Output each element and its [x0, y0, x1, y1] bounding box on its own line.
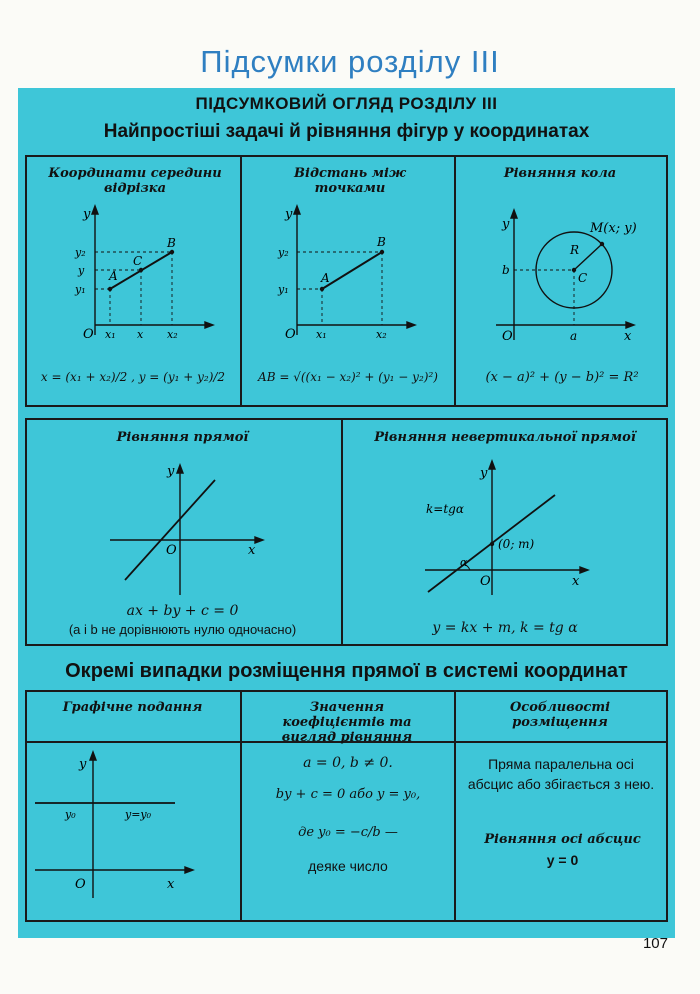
radius-label: R: [570, 243, 580, 257]
axis-y-label: y: [502, 217, 510, 232]
y2-label: y₂: [75, 246, 86, 259]
axis-y-label: y: [480, 466, 488, 481]
table-header-coefficients: Значення коефіцієнтів та вигляд рівняння: [281, 700, 413, 745]
y2-label: y₂: [278, 246, 289, 259]
point-a-label: A: [109, 269, 118, 283]
axis-x-label: x: [248, 543, 256, 558]
feature-equation: y = 0: [546, 852, 579, 868]
midpoint-caption: Координати середини відрізка: [48, 166, 222, 196]
center-c-label: C: [578, 271, 588, 285]
alpha-label: α: [460, 556, 468, 569]
general-line-formula: ax + by + c = 0: [126, 603, 239, 619]
axis-y-label: y: [83, 207, 91, 222]
midpoint-formula: x = (x₁ + x₂)/2 , y = (y₁ + y₂)/2: [40, 370, 226, 384]
a-label: a: [570, 329, 578, 343]
axis-x-label: x: [572, 574, 580, 589]
x1-label: x₁: [316, 328, 327, 341]
y1-label: y₁: [278, 283, 289, 296]
y1-label: y₁: [75, 283, 86, 296]
horizontal-line-graph: [25, 748, 240, 918]
nonvertical-graph: [400, 455, 600, 600]
coef-line3: де y₀ = −c/b —: [298, 825, 398, 840]
feature-text: Пряма паралельна осі абсцис або збігається з нею.: [467, 756, 655, 792]
origin-label: O: [166, 543, 177, 558]
page-title: Підсумки розділу III: [200, 44, 500, 79]
line-graph: [90, 455, 290, 600]
point-c-label: C: [133, 254, 143, 268]
divider: [341, 418, 343, 646]
axis-y-label: y: [285, 207, 293, 222]
b-label: b: [502, 263, 510, 277]
general-line-note: (a і b не дорівнюють нулю одночасно): [68, 622, 297, 637]
divider: [454, 690, 456, 922]
point-b-label: B: [167, 236, 176, 250]
x2-label: x₂: [376, 328, 387, 341]
table-header-graph: Графічне подання: [62, 700, 203, 715]
point-a-label: A: [321, 271, 330, 285]
intercept-label: (0; m): [498, 537, 535, 551]
origin-label: O: [285, 327, 296, 342]
nonvertical-caption: Рівняння невертикальної прямої: [374, 430, 636, 445]
axis-y-label: y: [79, 757, 87, 772]
x2-label: x₂: [167, 328, 178, 341]
distance-caption: Відстань між точками: [294, 166, 406, 196]
table-header-features: Особливості розміщення: [509, 700, 611, 730]
feature-caption: Рівняння осі абсцис: [484, 832, 641, 847]
line-label: y=y₀: [125, 808, 152, 821]
y-mid-label: y: [78, 264, 85, 277]
circle-formula: (x − a)² + (y − b)² = R²: [485, 370, 639, 385]
y0-label: y₀: [65, 808, 76, 821]
special-cases-heading: Окремі випадки розміщення прямої в системі координат: [65, 660, 628, 682]
coef-line4: деяке число: [308, 858, 388, 874]
point-m-label: M(x; y): [590, 221, 637, 236]
slope-formula: y = kx + m, k = tg α: [432, 620, 578, 636]
x-mid-label: x: [137, 328, 144, 341]
axis-x-label: x: [167, 877, 175, 892]
circle-caption: Рівняння кола: [503, 166, 617, 181]
coef-line2: by + c = 0 або y = y₀,: [275, 787, 421, 802]
origin-label: O: [480, 574, 491, 589]
page-number: 107: [642, 935, 668, 952]
origin-label: O: [83, 327, 94, 342]
distance-formula: AB = √((x₁ − x₂)² + (y₁ − y₂)²): [258, 370, 438, 384]
distance-graph: [242, 200, 454, 350]
axis-x-label: x: [624, 329, 632, 344]
k-label: k=tgα: [426, 502, 464, 516]
tasks-heading: Найпростіші задачі й рівняння фігур у координатах: [103, 121, 590, 142]
overview-heading: ПІДСУМКОВИЙ ОГЛЯД РОЗДІЛУ III: [195, 94, 498, 113]
origin-label: O: [75, 877, 86, 892]
x1-label: x₁: [105, 328, 116, 341]
divider: [240, 690, 242, 922]
axis-y-label: y: [167, 464, 175, 479]
line-eq-caption: Рівняння прямої: [116, 430, 249, 445]
midpoint-graph: [25, 200, 240, 350]
circle-graph: [456, 200, 668, 350]
point-b-label: B: [377, 235, 386, 249]
origin-label: O: [502, 329, 513, 344]
coef-line1: a = 0, b ≠ 0.: [303, 755, 393, 771]
